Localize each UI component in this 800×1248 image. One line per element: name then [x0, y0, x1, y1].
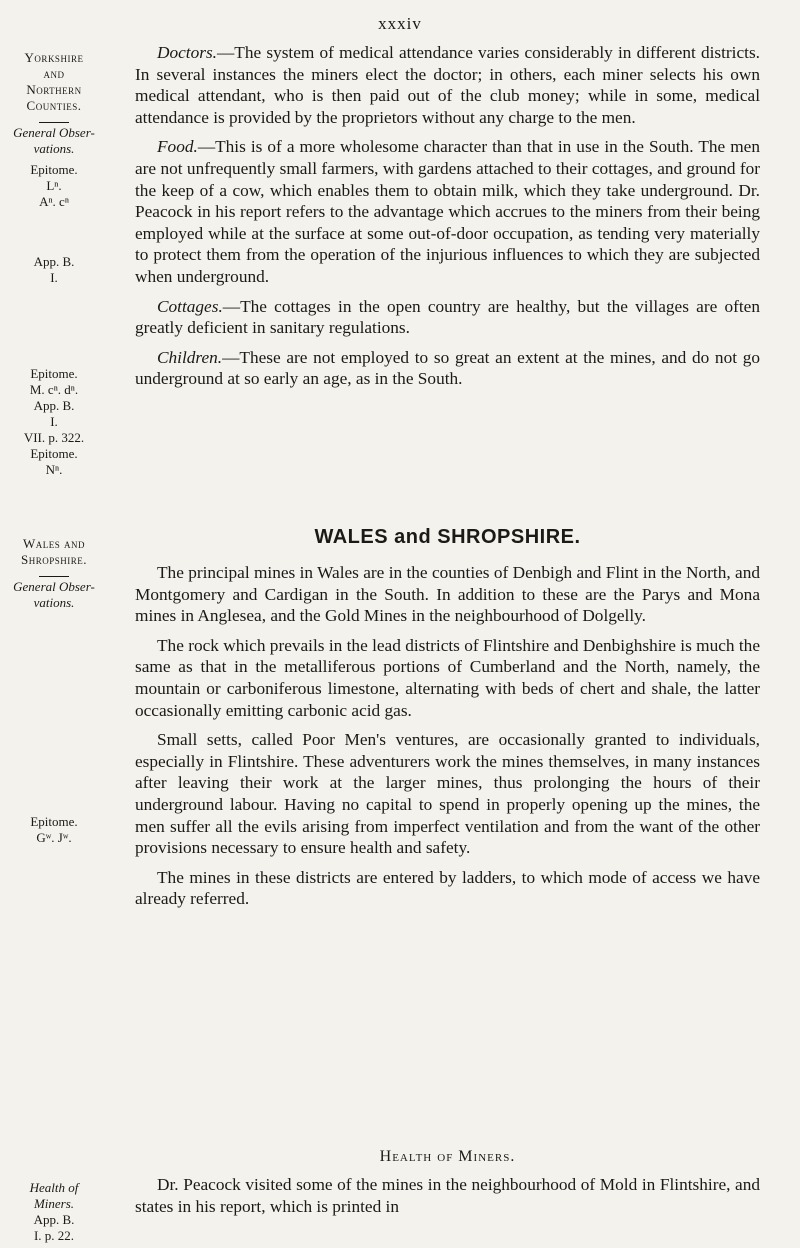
margin-note-health — [4, 1180, 104, 1212]
margin-note-general-observations-wales — [4, 574, 104, 611]
margin-note-wales — [4, 536, 104, 568]
margin-line: Aⁿ. cⁿ — [39, 194, 69, 209]
margin-line: Epitome. — [30, 814, 78, 829]
margin-note-epitome-references — [4, 366, 104, 478]
paragraph-text: —The system of medical attendance varies considerably in different districts. In several instances the miners elect the doctor; in others, each miner selects his own medical attendant, who is then paid out of the club money; while in some, medical attendance is provided by the proprietors without any charge to the men. — [135, 43, 760, 127]
paragraph-lead: Doctors. — [157, 43, 218, 62]
margin-line: Counties. — [26, 98, 82, 113]
margin-line: Miners. — [33, 1196, 75, 1211]
margin-line: Shropshire. — [21, 552, 87, 567]
margin-note-region — [4, 50, 104, 114]
paragraph-text: —This is of a more wholesome character than that in use in the South. The men are not unfrequently small farmers, with gardens attached to their cottages, and ground for the keep of a cow, which enables them to obtain milk, which they take underground. Dr. Peacock in his report refers to the advantage which accrues to the miners from their being employed while at the surface at some out-of-door occupation, as tending very materially to protect them from the operation of the injurious influences to which they are subjected when underground. — [135, 137, 760, 286]
margin-line: Health of — [29, 1180, 79, 1195]
paragraph-lead: Children. — [157, 347, 223, 367]
paragraph-health: Dr. Peacock visited some of the mines in the neighbourhood of Mold in Flintshire, and states in his report, which is printed in — [135, 1175, 760, 1216]
margin-line: Lⁿ. — [46, 178, 62, 193]
margin-line: Northern — [26, 82, 82, 97]
margin-note-appendix — [4, 254, 104, 286]
margin-line: and — [43, 66, 65, 81]
margin-line: Nⁿ. — [45, 462, 63, 477]
paragraph-text: —These are not employed to so great an extent at the mines, and do not go underground at so early an age, as in the South. — [135, 347, 760, 389]
paragraph-food — [135, 136, 760, 287]
margin-line: Epitome. — [30, 446, 78, 461]
margin-note-epitome — [4, 162, 104, 210]
margin-line: General Obser- — [13, 125, 95, 140]
margin-line: I. — [50, 414, 58, 429]
margin-line: Gʷ. Jʷ. — [36, 830, 72, 845]
margin-line: I. p. 22. — [33, 1228, 75, 1243]
margin-line: Epitome. — [30, 162, 78, 177]
paragraph-cottages — [135, 296, 760, 339]
margin-note-general-observations — [4, 120, 104, 157]
margin-line: General Obser- — [13, 579, 95, 594]
margin-note-epitome-wales — [4, 814, 104, 846]
margin-rule — [39, 576, 69, 577]
margin-line: App. B. — [33, 1212, 75, 1227]
margin-line: M. cⁿ. dⁿ. — [29, 382, 79, 397]
page-folio: xxxiv — [378, 14, 422, 33]
health-subheading: Health of Miners. — [379, 1148, 516, 1165]
paragraph-wales-ladders: The mines in these districts are entered by ladders, to which mode of access we have already referred. — [135, 867, 760, 909]
paragraph-doctors — [135, 42, 760, 128]
paragraph-children — [135, 347, 760, 390]
margin-line: vations. — [33, 141, 75, 156]
upper-body-text — [135, 42, 760, 398]
paragraph-wales-setts: Small setts, called Poor Men's ventures, are occasionally granted to individuals, especially in Flintshire. These adventurers work the mines themselves, in many instances after leaving their work at the larger mines, thus prolonging the hours of their underground labour. Having no capital to spend in properly opening up the mines, the men suffer all the evils arising from imperfect ventilation and from the want of the other provisions necessary to ensure health and safety. — [135, 730, 760, 858]
health-body-text — [135, 1174, 760, 1225]
paragraph-wales-rock: The rock which prevails in the lead districts of Flintshire and Denbighshire is much the same as that in the metalliferous portions of Cumberland and the North, namely, the mountain or carboniferous limestone, alternating with beds of chert and shale, the latter occasionally emitting carbonic acid gas. — [135, 635, 760, 720]
margin-line: vations. — [33, 595, 75, 610]
margin-line: Yorkshire — [24, 50, 84, 65]
paragraph-lead: Food. — [157, 137, 198, 157]
paragraph-text: —The cottages in the open country are healthy, but the villages are often greatly deficient in sanitary regulations. — [135, 296, 760, 338]
margin-note-health-appendix — [4, 1212, 104, 1244]
margin-rule — [39, 122, 69, 123]
margin-line: Epitome. — [30, 366, 78, 381]
paragraph-wales-mines: The principal mines in Wales are in the counties of Denbigh and Flint in the North, and Montgomery and Cardigan in the South. In addition to these are the Parys and Mona mines in Anglesea, and the Gold Mines in the neighbourhood of Dolgelly. — [135, 563, 760, 626]
margin-line: App. B. — [33, 398, 75, 413]
paragraph-lead: Cottages. — [157, 296, 223, 316]
wales-body-text — [135, 562, 760, 918]
margin-line: VII. p. 322. — [23, 430, 85, 445]
margin-line: App. B. — [33, 254, 75, 269]
margin-line: I. — [50, 270, 58, 285]
margin-line: Wales and — [22, 536, 86, 551]
section-heading: WALES and SHROPSHIRE. — [314, 526, 581, 548]
